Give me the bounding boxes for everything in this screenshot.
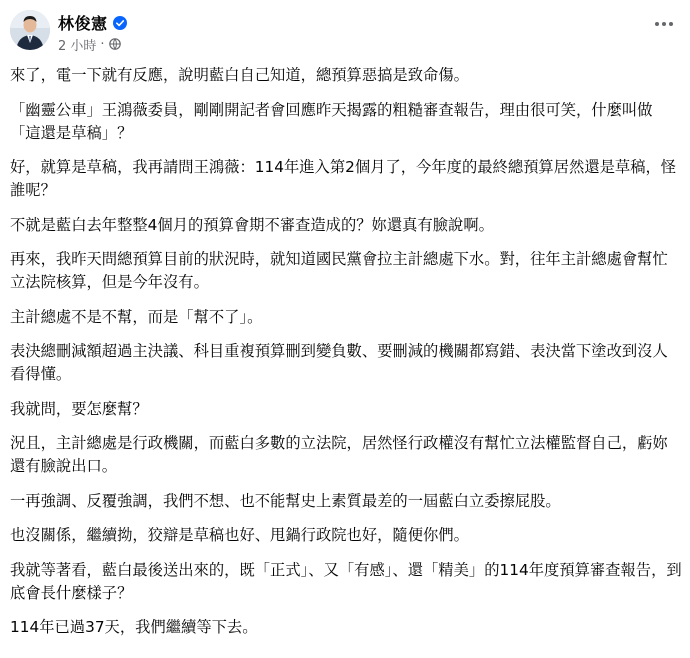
post-timestamp[interactable]: 2 小時: [58, 38, 97, 54]
post-meta: [58, 35, 127, 53]
more-dot: [669, 22, 673, 26]
post-paragraph: 我就等著看，藍白最後送出來的，既「正式」、又「有感」、還「精美」的114年度預算審查報告，到底會長什麼樣子？: [10, 560, 682, 602]
more-dot: [655, 22, 659, 26]
post-paragraph: 一再強調、反覆強調，我們不想、也不能幫史上素質最差的一屆藍白立委擦屁股。: [10, 491, 561, 510]
post-paragraph: 來了，電一下就有反應，說明藍白自己知道，總預算惡搞是致命傷。: [10, 66, 469, 84]
post-header: [10, 10, 680, 58]
post-paragraph: 主計總處不是不幫，而是「幫不了」。: [10, 307, 263, 326]
avatar[interactable]: [10, 10, 50, 50]
post-paragraph: 表決總刪減額超過主決議、科目重複預算刪到變負數、要刪減的機關都寫錯、表決當下塗改到沒人看得懂。: [10, 342, 668, 383]
verified-badge-icon: [113, 15, 127, 29]
post-paragraph: 好，就算是草稿，我再請問王鴻薇：114年進入第2個月了，今年度的最終總預算居然還是草稿，怪誰呢？: [10, 158, 677, 199]
globe-icon[interactable]: [109, 38, 121, 50]
post-paragraph: 也沒關係，繼續拗，狡辯是草稿也好、甩鍋行政院也好，隨便你們。: [10, 526, 469, 544]
author-row: [58, 12, 127, 32]
author-block: [58, 12, 127, 53]
author-name[interactable]: 林俊憲: [58, 13, 108, 33]
post-paragraph: 114年已過37天，我們繼續等下去。: [10, 618, 258, 636]
post-paragraph: 況且，主計總處是行政機關，而藍白多數的立法院，居然怪行政權沒有幫忙立法權監督自己，虧妳還有臉說出口。: [10, 434, 668, 475]
post-paragraph: 再來，我昨天問總預算目前的狀況時，就知道國民黨會拉主計總處下水。對，往年主計總處會幫忙立法院核算，但是今年沒有。: [10, 250, 668, 291]
post-body: [10, 64, 682, 651]
meta-separator: ·: [100, 36, 105, 52]
more-options-icon[interactable]: [648, 14, 680, 34]
profile-photo-icon: [10, 10, 50, 50]
post-paragraph: 我就問，要怎麼幫？: [10, 399, 148, 418]
more-dot: [662, 22, 666, 26]
post-paragraph: 不就是藍白去年整整4個月的預算會期不審查造成的？妳還真有臉說啊。: [10, 215, 494, 234]
post-paragraph: 「幽靈公車」王鴻薇委員，剛剛開記者會回應昨天揭露的粗糙審查報告，理由很可笑，什麼叫做「這還是草稿」？: [10, 100, 653, 142]
